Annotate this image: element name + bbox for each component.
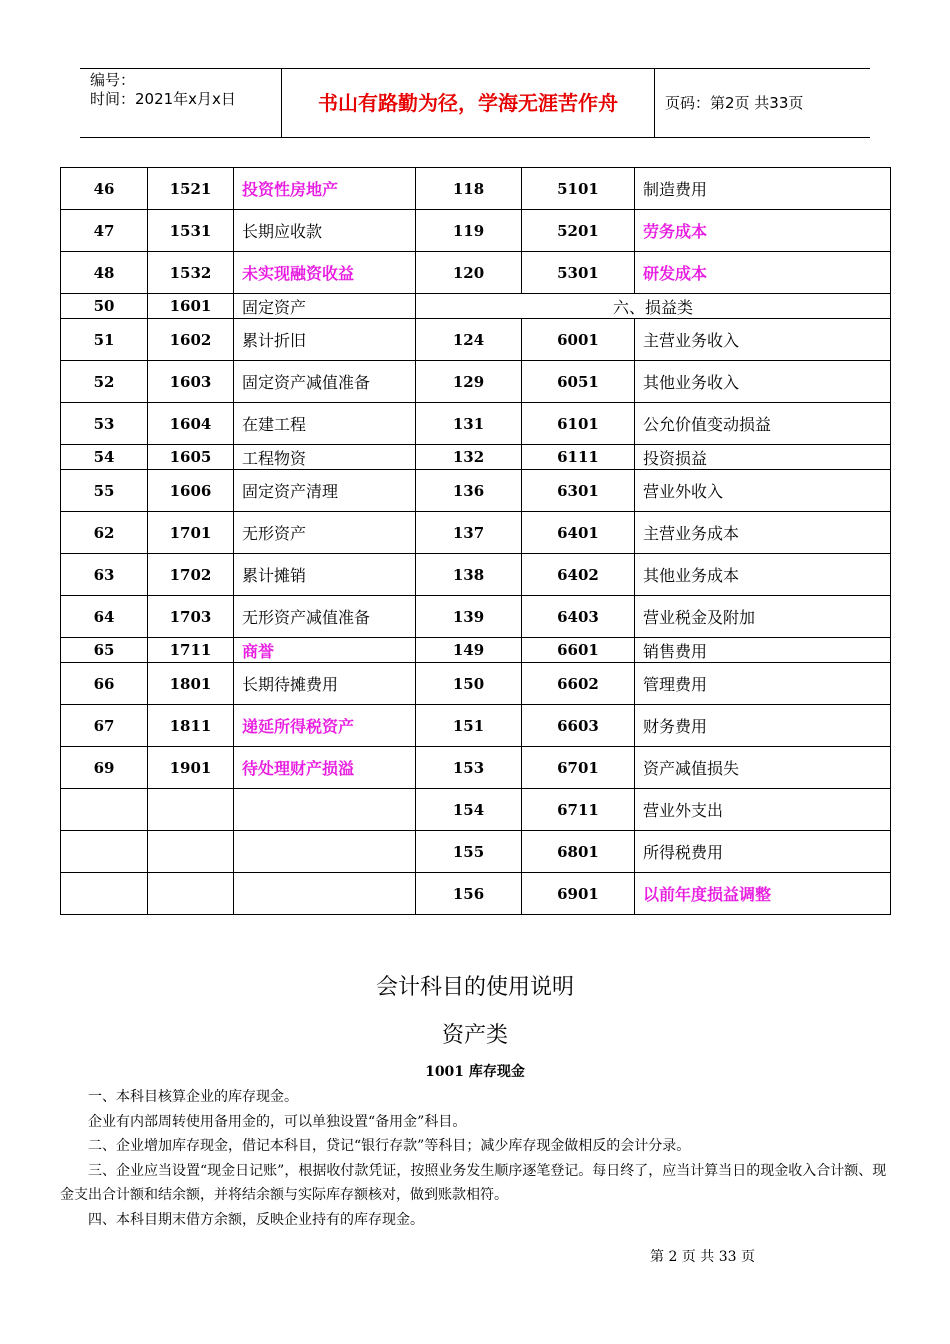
table-row	[61, 168, 891, 210]
table-row	[61, 470, 891, 512]
account-name-cell	[234, 831, 416, 873]
account-name-cell: 所得税费用	[635, 831, 891, 873]
paragraph: 一、本科目核算企业的库存现金。	[88, 1089, 298, 1105]
description-body	[60, 1085, 890, 1232]
account-code-cell	[148, 831, 234, 873]
footer-page-number: 第 2 页 共 33 页	[650, 1249, 755, 1265]
row-seq-cell	[61, 831, 148, 873]
account-code-cell: 1531	[148, 210, 234, 252]
row-seq-cell: 53	[61, 403, 148, 445]
category-title: 资产类	[441, 1023, 508, 1048]
account-name-cell: 长期应收款	[234, 210, 416, 252]
account-name-cell: 在建工程	[234, 403, 416, 445]
row-seq-cell: 124	[416, 319, 522, 361]
account-name-cell: 无形资产	[234, 512, 416, 554]
account-code-cell: 6701	[522, 747, 635, 789]
row-seq-cell: 62	[61, 512, 148, 554]
account-name-cell: 劳务成本	[635, 210, 891, 252]
table-row	[61, 831, 891, 873]
account-code-cell: 1532	[148, 252, 234, 294]
row-seq-cell	[61, 789, 148, 831]
row-seq-cell: 154	[416, 789, 522, 831]
row-seq-cell: 47	[61, 210, 148, 252]
account-name-cell: 累计折旧	[234, 319, 416, 361]
account-name-cell: 研发成本	[635, 252, 891, 294]
table-row	[61, 294, 891, 319]
row-seq-cell: 137	[416, 512, 522, 554]
table-row	[61, 789, 891, 831]
table-row	[61, 554, 891, 596]
row-seq-cell: 155	[416, 831, 522, 873]
number-label: 编号：	[90, 71, 136, 89]
row-seq-cell: 50	[61, 294, 148, 319]
account-code-cell: 1606	[148, 470, 234, 512]
account-code-cell: 6111	[522, 445, 635, 470]
account-name-cell: 投资损益	[635, 445, 891, 470]
table-row	[61, 747, 891, 789]
account-code-cell: 6601	[522, 638, 635, 663]
row-seq-cell: 153	[416, 747, 522, 789]
row-seq-cell	[61, 873, 148, 915]
account-name-cell: 主营业务收入	[635, 319, 891, 361]
account-code-cell: 6403	[522, 596, 635, 638]
account-name-cell: 销售费用	[635, 638, 891, 663]
row-seq-cell: 136	[416, 470, 522, 512]
account-name-cell: 固定资产清理	[234, 470, 416, 512]
row-seq-cell: 132	[416, 445, 522, 470]
account-code-cell: 6301	[522, 470, 635, 512]
account-code-cell: 6801	[522, 831, 635, 873]
row-seq-cell: 63	[61, 554, 148, 596]
account-code-cell: 1702	[148, 554, 234, 596]
account-code-cell	[148, 789, 234, 831]
account-name-cell: 商誉	[234, 638, 416, 663]
account-name-cell: 递延所得税资产	[234, 705, 416, 747]
paragraph: 二、企业增加库存现金，借记本科目，贷记“银行存款”等科目；减少库存现金做相反的会计分录。	[88, 1138, 691, 1154]
row-seq-cell: 64	[61, 596, 148, 638]
paragraph: 企业有内部周转使用备用金的，可以单独设置“备用金”科目。	[88, 1113, 467, 1130]
paragraph: 四、本科目期末借方余额，反映企业持有的库存现金。	[88, 1211, 424, 1228]
table-row	[61, 319, 891, 361]
account-code-cell: 1701	[148, 512, 234, 554]
account-code-cell: 1601	[148, 294, 234, 319]
account-code-cell: 6101	[522, 403, 635, 445]
row-seq-cell: 131	[416, 403, 522, 445]
page-header	[80, 68, 870, 138]
account-name-cell: 资产减值损失	[635, 747, 891, 789]
section-heading-cell: 六、损益类	[416, 294, 891, 319]
row-seq-cell: 46	[61, 168, 148, 210]
account-code-cell: 5301	[522, 252, 635, 294]
account-code-cell: 1811	[148, 705, 234, 747]
table-row	[61, 638, 891, 663]
header-page-label: 页码：第2页 共33页	[665, 94, 804, 112]
header-motto: 书山有路勤为径，学海无涯苦作舟	[282, 69, 655, 137]
paragraph: 三、企业应当设置“现金日记账”，根据收付款凭证，按照业务发生顺序逐笔登记。每日终了，应当计算当日的现金收入合计额、现金支出合计额和结余额，并将结余额与实际库存额核对，做到账款相符。	[60, 1162, 887, 1203]
account-code-cell: 6901	[522, 873, 635, 915]
account-code-cell: 6401	[522, 512, 635, 554]
account-name-cell: 固定资产减值准备	[234, 361, 416, 403]
row-seq-cell: 118	[416, 168, 522, 210]
account-code-cell: 1605	[148, 445, 234, 470]
header-meta	[80, 69, 282, 137]
table-row	[61, 361, 891, 403]
row-seq-cell: 119	[416, 210, 522, 252]
account-code-cell: 1603	[148, 361, 234, 403]
section-title: 会计科目的使用说明	[375, 975, 574, 1000]
table-row	[61, 596, 891, 638]
account-name-cell	[234, 789, 416, 831]
row-seq-cell: 150	[416, 663, 522, 705]
row-seq-cell: 48	[61, 252, 148, 294]
table-row	[61, 210, 891, 252]
account-code-cell: 6711	[522, 789, 635, 831]
account-code-cell: 5201	[522, 210, 635, 252]
row-seq-cell: 138	[416, 554, 522, 596]
account-code-cell: 6602	[522, 663, 635, 705]
account-title: 1001 库存现金	[425, 1064, 525, 1080]
account-name-cell: 公允价值变动损益	[635, 403, 891, 445]
account-name-cell: 累计摊销	[234, 554, 416, 596]
table-row	[61, 252, 891, 294]
account-name-cell: 未实现融资收益	[234, 252, 416, 294]
row-seq-cell: 55	[61, 470, 148, 512]
row-seq-cell: 65	[61, 638, 148, 663]
time-label: 时间：2021年x月x日	[90, 90, 236, 108]
account-code-cell: 5101	[522, 168, 635, 210]
account-name-cell: 其他业务收入	[635, 361, 891, 403]
account-code-cell: 1521	[148, 168, 234, 210]
account-name-cell: 营业外收入	[635, 470, 891, 512]
account-code-cell: 6051	[522, 361, 635, 403]
row-seq-cell: 129	[416, 361, 522, 403]
account-code-cell: 6603	[522, 705, 635, 747]
row-seq-cell: 52	[61, 361, 148, 403]
table-row	[61, 873, 891, 915]
account-name-cell: 长期待摊费用	[234, 663, 416, 705]
row-seq-cell: 156	[416, 873, 522, 915]
table-row	[61, 445, 891, 470]
table-row	[61, 512, 891, 554]
row-seq-cell: 139	[416, 596, 522, 638]
account-name-cell: 营业外支出	[635, 789, 891, 831]
account-name-cell: 以前年度损益调整	[635, 873, 891, 915]
row-seq-cell: 69	[61, 747, 148, 789]
account-name-cell: 财务费用	[635, 705, 891, 747]
account-code-cell: 1711	[148, 638, 234, 663]
account-name-cell: 其他业务成本	[635, 554, 891, 596]
row-seq-cell: 149	[416, 638, 522, 663]
account-name-cell: 制造费用	[635, 168, 891, 210]
account-code-cell: 1901	[148, 747, 234, 789]
row-seq-cell: 67	[61, 705, 148, 747]
account-name-cell: 投资性房地产	[234, 168, 416, 210]
accounts-table	[60, 167, 891, 915]
account-code-cell: 6402	[522, 554, 635, 596]
table-row	[61, 403, 891, 445]
row-seq-cell: 66	[61, 663, 148, 705]
account-name-cell: 营业税金及附加	[635, 596, 891, 638]
account-name-cell: 主营业务成本	[635, 512, 891, 554]
row-seq-cell: 51	[61, 319, 148, 361]
account-name-cell: 工程物资	[234, 445, 416, 470]
table-row	[61, 663, 891, 705]
account-code-cell: 1801	[148, 663, 234, 705]
row-seq-cell: 54	[61, 445, 148, 470]
account-code-cell: 6001	[522, 319, 635, 361]
account-name-cell	[234, 873, 416, 915]
account-name-cell: 固定资产	[234, 294, 416, 319]
account-name-cell: 管理费用	[635, 663, 891, 705]
account-code-cell: 1602	[148, 319, 234, 361]
account-code-cell: 1604	[148, 403, 234, 445]
account-code-cell: 1703	[148, 596, 234, 638]
account-code-cell	[148, 873, 234, 915]
account-name-cell: 待处理财产损溢	[234, 747, 416, 789]
row-seq-cell: 151	[416, 705, 522, 747]
account-name-cell: 无形资产减值准备	[234, 596, 416, 638]
row-seq-cell: 120	[416, 252, 522, 294]
table-row	[61, 705, 891, 747]
